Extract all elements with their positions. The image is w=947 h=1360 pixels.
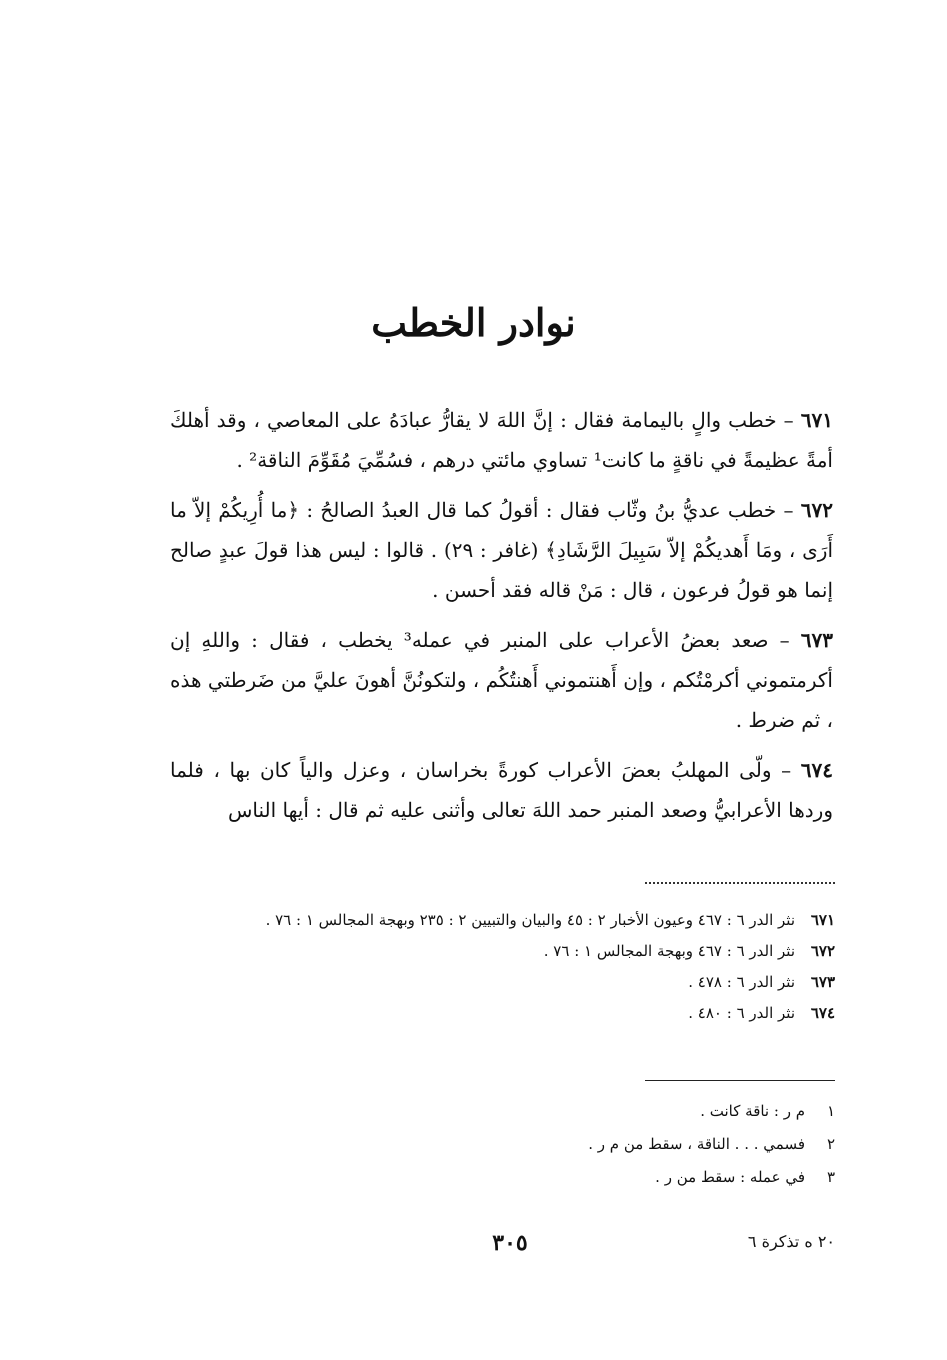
footnote-number: ١ (826, 1102, 835, 1120)
printer-signature: ٢٠ ه تذكرة ٦ (747, 1232, 835, 1251)
entry-number: ٦٧١ (800, 408, 833, 432)
entry-number: ٦٧٤ (800, 758, 833, 782)
source-text: نثر الدر ٦ : ٤٦٧ وعيون الأخبار ٢ : ٤٥ والبيان والتبيين ٢ : ٢٣٥ وبهجة المجالس ١ : ٧٦ . (265, 911, 795, 929)
footnote-item (170, 1095, 835, 1128)
footnote-item (170, 1161, 835, 1194)
entry-672 (170, 490, 833, 610)
entry-674 (170, 750, 833, 830)
footnotes (170, 1095, 835, 1194)
source-number: ٦٧٤ (810, 1004, 835, 1022)
entry-number: ٦٧٢ (800, 498, 833, 522)
source-number: ٦٧٣ (810, 973, 835, 991)
source-item (170, 967, 835, 998)
source-text: نثر الدر ٦ : ٤٨٠ . (688, 1004, 795, 1022)
source-item (170, 905, 835, 936)
entry-text: – ولّى المهلبُ بعضَ الأعراب كورةً بخراسان ، وعزل والياً كان بها ، فلما وردها الأعرابيُّ وصعد المنبر حمد اللهَ تعالى وأثنى عليه ثم قال : أيها الناس (170, 758, 833, 822)
source-text: نثر الدر ٦ : ٤٧٨ . (688, 973, 795, 991)
footnote-number: ٢ (826, 1135, 835, 1153)
source-number: ٦٧٢ (810, 942, 835, 960)
page-number: ٣٠٥ (492, 1230, 528, 1256)
footnote-text: م ر : ناقة كانت . (700, 1102, 805, 1120)
source-text: نثر الدر ٦ : ٤٦٧ وبهجة المجالس ١ : ٧٦ . (543, 942, 795, 960)
chapter-title: نوادر الخطب (371, 300, 576, 345)
entry-671 (170, 400, 833, 480)
entry-673 (170, 620, 833, 740)
footnote-text: في عمله : سقط من ر . (655, 1168, 805, 1186)
footnote-text: فسمي . . . الناقة ، سقط من م ر . (588, 1135, 805, 1153)
main-text (170, 400, 833, 840)
entry-text: – خطب عديُّ بنُ وثّاب فقال : أقولُ كما قال العبدُ الصالحُ : ﴿ما أُرِيكُمْ إلاّ ما أَرَى ، ومَا أَهديكُمْ إلاّ سَبِيلَ الرَّشَادِ﴾ (غافر : ٢٩) . قالوا : ليس هذا قولَ عبدٍ صالح إنما هو قولُ فرعون ، قال : مَنْ قاله فقد أحسن . (170, 498, 833, 602)
dotted-divider (645, 882, 835, 884)
source-references (170, 905, 835, 1029)
footnote-divider (645, 1080, 835, 1081)
entry-text: – خطب والٍ باليمامة فقال : إنَّ اللهَ لا يقارُّ عبادَهُ على المعاصي ، وقد أهلكَ أمةً عظيمةً في ناقةٍ ما كانت¹ تساوي مائتي درهم ، فسُمِّيَ مُقَوِّمَ الناقة² . (170, 408, 833, 472)
entry-text: – صعد بعضُ الأعراب على المنبر في عمله³ يخطب ، فقال : واللهِ إن أكرمتموني أكرمْتُكم ، وإن أَهنتموني أَهنتُكُم ، ولتكونُنَّ أهونَ عليَّ من ضَرطتي هذه ، ثم ضرط . (170, 628, 833, 732)
source-item (170, 936, 835, 967)
source-number: ٦٧١ (810, 911, 835, 929)
footnote-item (170, 1128, 835, 1161)
source-item (170, 998, 835, 1029)
entry-number: ٦٧٣ (800, 628, 834, 652)
footnote-number: ٣ (826, 1168, 835, 1186)
